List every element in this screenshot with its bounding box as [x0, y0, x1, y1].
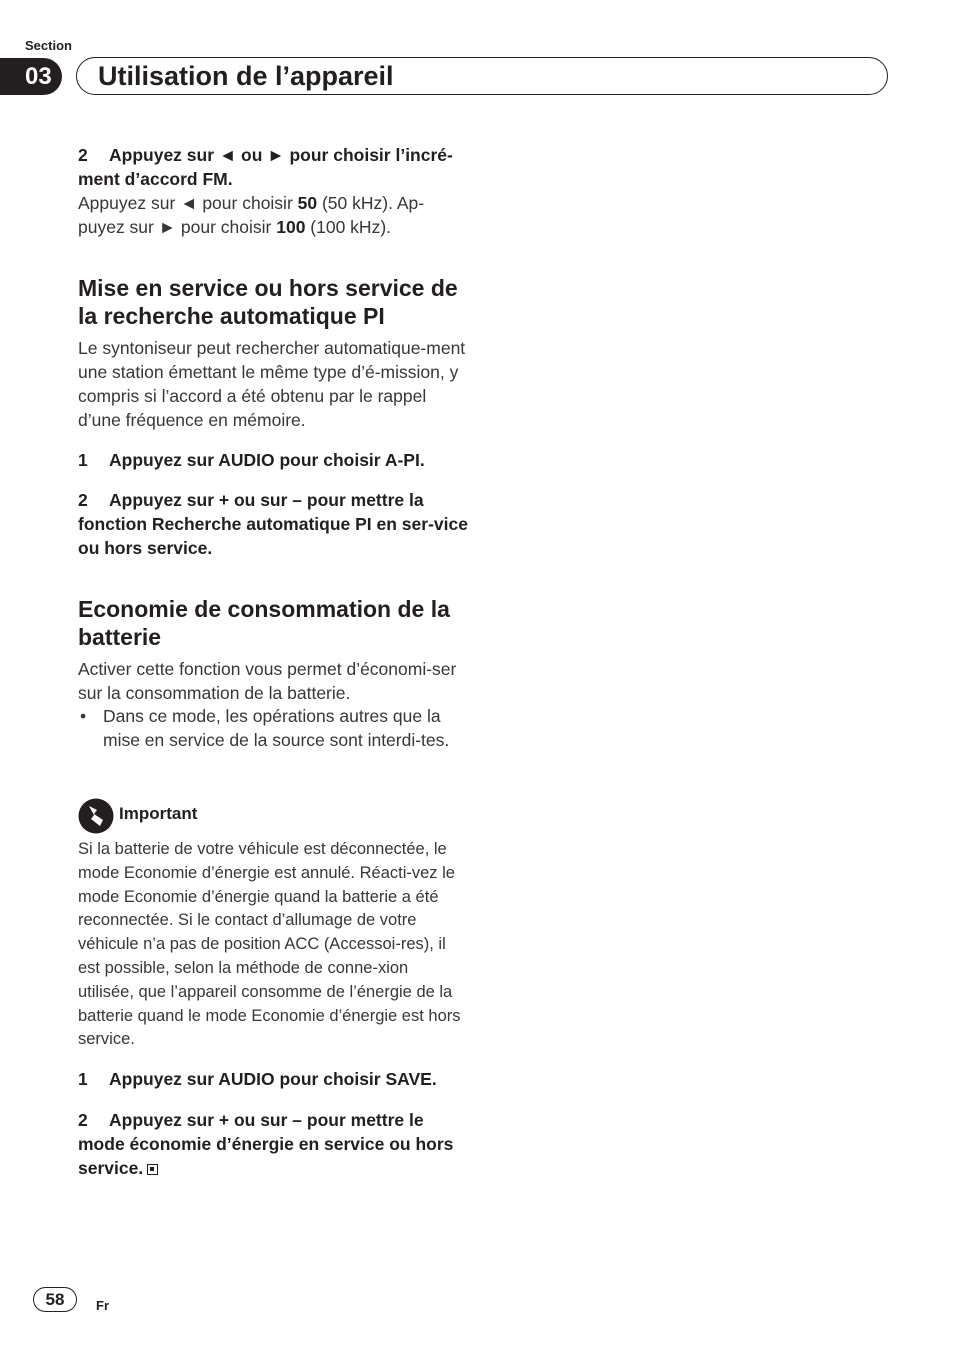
bullet-dot: •: [80, 706, 87, 726]
pi-body: Le syntoniseur peut rechercher automatique-ment une station émettant le même type d’é-mission, y compris si l’accord a été obtenu par le rappel d’une fréquence en mémoire.: [78, 338, 466, 430]
important-icon: [78, 798, 114, 834]
heading-battery: Economie de consommation de la batterie: [78, 596, 450, 650]
pi-step-1: [78, 448, 468, 472]
important-label: Important: [119, 804, 198, 823]
value-100: 100: [276, 217, 306, 237]
battery-step-1: [78, 1067, 468, 1091]
step-text: Appuyez sur + ou sur – pour mettre la fonction Recherche automatique PI en ser-vice ou hors service.: [78, 490, 468, 558]
step-fm-instruction: [78, 143, 468, 191]
section-number-badge: 03: [0, 58, 62, 95]
body-text: Appuyez sur ◄ pour choisir: [78, 193, 298, 213]
body-text: (100 kHz).: [305, 217, 392, 237]
step-text: Appuyez sur + ou sur – pour mettre le mode économie d’énergie en service ou hors service.: [78, 1110, 454, 1178]
important-text: Si la batterie de votre véhicule est déconnectée, le mode Economie d’énergie est annulé. Réacti-vez le mode Economie d’énergie quand la batterie a été reconnectée. Si le contact d’allumage de votre véhicule n’a pas de position ACC (Accessoi-res), il est possible, selon la méthode de conne-xion utilisée, que l’appareil consomme de l’énergie de la batterie quand le mode Economie d’énergie est hors service.: [78, 840, 461, 1049]
end-of-section-icon: [147, 1164, 158, 1175]
battery-step-2: [78, 1108, 468, 1180]
step-number: 1: [78, 450, 88, 470]
step-fm-body: [78, 191, 468, 239]
value-50: 50: [297, 193, 318, 213]
heading-pi: Mise en service ou hors service de la recherche automatique PI: [78, 275, 458, 329]
step-text: Appuyez sur AUDIO pour choisir A-PI.: [109, 450, 425, 470]
body-text: (50 kHz). Ap-puyez sur ► pour choisir: [78, 193, 425, 237]
step-number: 2: [78, 1110, 88, 1130]
battery-bullet: [78, 704, 468, 752]
step-number: 2: [78, 490, 88, 510]
pi-step-2: [78, 488, 468, 560]
step-number: 2: [78, 145, 88, 165]
page-title: Utilisation de l’appareil: [98, 61, 394, 91]
page-number: 58: [33, 1287, 77, 1312]
step-fm-block: [78, 143, 468, 239]
section-label: Section: [25, 38, 72, 53]
step-text: Appuyez sur AUDIO pour choisir SAVE.: [109, 1069, 437, 1089]
bullet-text: Dans ce mode, les opérations autres que la mise en service de la source sont interdi-tes.: [103, 706, 450, 750]
step-number: 1: [78, 1069, 88, 1089]
language-label: Fr: [96, 1298, 109, 1313]
battery-body: Activer cette fonction vous permet d’économi-ser sur la consommation de la batterie.: [78, 659, 457, 703]
step-text: Appuyez sur ◄ ou ► pour choisir l’incré-ment d’accord FM.: [78, 145, 453, 189]
